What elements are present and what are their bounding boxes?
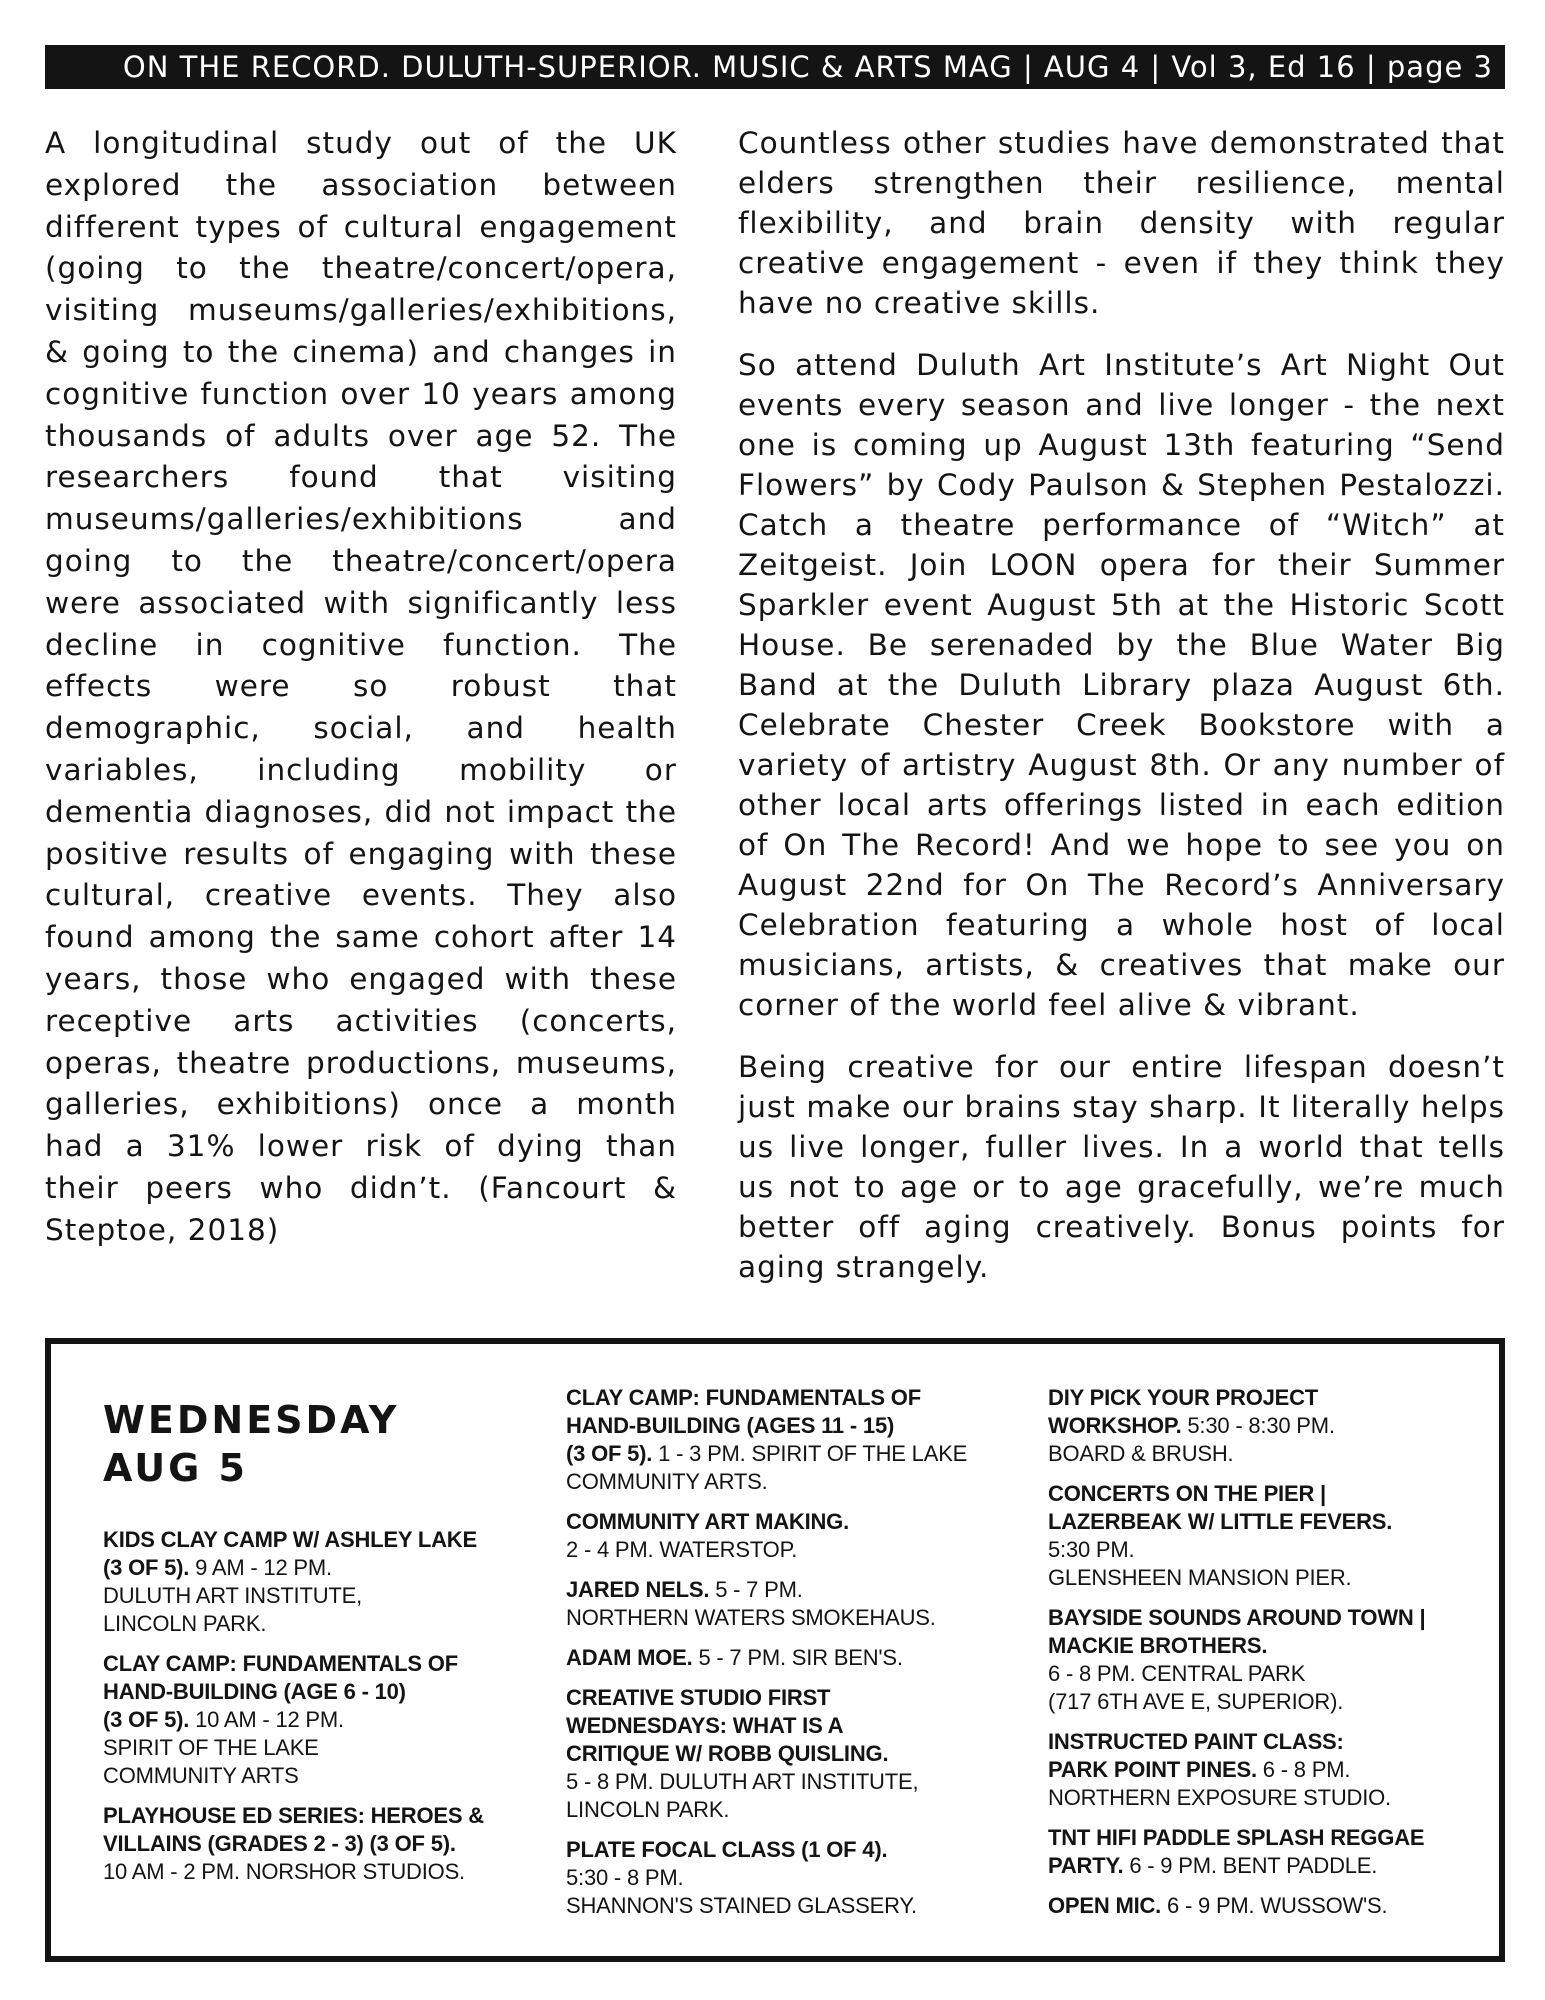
- event-detail: LINCOLN PARK.: [566, 1797, 730, 1822]
- event-name-line: [103, 1706, 533, 1734]
- event-listing: [1048, 1728, 1478, 1812]
- event-detail: 5:30 PM.: [1048, 1537, 1135, 1562]
- header-text: ON THE RECORD. DULUTH-SUPERIOR. MUSIC & ARTS MAG | AUG 4 | Vol 3, Ed 16 | page 3: [122, 50, 1493, 84]
- event-name: COMMUNITY ART MAKING.: [566, 1509, 850, 1534]
- event-name: CONCERTS ON THE PIER |: [1048, 1481, 1327, 1506]
- event-name: HAND-BUILDING (AGES 11 - 15): [566, 1413, 895, 1438]
- event-name: CREATIVE STUDIO FIRST: [566, 1685, 831, 1710]
- event-name: OPEN MIC.: [1048, 1893, 1162, 1918]
- event-name-line: [566, 1384, 1016, 1412]
- article-paragraph: Countless other studies have demonstrated that elders strengthen their resilience, mental flexibility, and brain density with regular creative engagement - even if they think they have no creative skills.: [738, 126, 1505, 320]
- event-detail: 2 - 4 PM. WATERSTOP.: [566, 1537, 798, 1562]
- event-time: 1 - 3 PM. SPIRIT OF THE LAKE: [652, 1441, 968, 1466]
- event-listing: [1048, 1892, 1478, 1920]
- event-name-line: [1048, 1728, 1478, 1756]
- event-name: PLATE FOCAL CLASS (1 OF 4).: [566, 1837, 888, 1862]
- event-name: PARK POINT PINES.: [1048, 1757, 1257, 1782]
- event-name: PLAYHOUSE ED SERIES: HEROES &: [103, 1803, 484, 1828]
- event-detail: SHANNON'S STAINED GLASSERY.: [566, 1893, 917, 1918]
- event-name: TNT HIFI PADDLE SPLASH REGGAE: [1048, 1825, 1425, 1850]
- event-name: CLAY CAMP: FUNDAMENTALS OF: [566, 1385, 921, 1410]
- event-name-line: [1048, 1632, 1478, 1660]
- event-name-line: [1048, 1508, 1478, 1536]
- event-name-line: [103, 1802, 533, 1830]
- day-date: AUG 5: [103, 1446, 248, 1490]
- event-listing: [1048, 1384, 1478, 1468]
- event-time: 6 - 9 PM. WUSSOW'S.: [1161, 1893, 1388, 1918]
- event-time: 9 AM - 12 PM.: [189, 1555, 332, 1580]
- event-listing: [566, 1836, 1016, 1920]
- event-name: (3 OF 5).: [103, 1555, 190, 1580]
- day-heading: [103, 1396, 399, 1492]
- event-time: 6 - 9 PM. BENT PADDLE.: [1123, 1853, 1378, 1878]
- article-right-column: [738, 123, 1505, 1309]
- event-name: VILLAINS (GRADES 2 - 3) (3 OF 5).: [103, 1831, 456, 1856]
- event-name: HAND-BUILDING (AGE 6 - 10): [103, 1679, 406, 1704]
- event-name: (3 OF 5).: [103, 1707, 190, 1732]
- event-name-line: [566, 1684, 1016, 1712]
- event-detail: LINCOLN PARK.: [103, 1611, 267, 1636]
- event-name: MACKIE BROTHERS.: [1048, 1633, 1268, 1658]
- event-name-line: [566, 1508, 1016, 1536]
- event-name-line: [103, 1650, 533, 1678]
- event-listing: [1048, 1604, 1478, 1716]
- event-listing: [1048, 1480, 1478, 1592]
- event-name-line: [566, 1576, 1016, 1604]
- day-name: WEDNESDAY: [103, 1398, 400, 1442]
- event-listing: [566, 1384, 1016, 1496]
- events-column-1: [103, 1526, 533, 1898]
- event-listing: [566, 1576, 1016, 1632]
- event-detail: (717 6TH AVE E, SUPERIOR).: [1048, 1689, 1344, 1714]
- event-listing: [103, 1650, 533, 1790]
- event-listing: [103, 1802, 533, 1886]
- event-detail: COMMUNITY ARTS: [103, 1763, 299, 1788]
- event-name-line: [1048, 1756, 1478, 1784]
- event-detail: 5:30 - 8 PM.: [566, 1865, 684, 1890]
- event-time: 5 - 7 PM. SIR BEN'S.: [692, 1645, 903, 1670]
- event-name: WORKSHOP.: [1048, 1413, 1182, 1438]
- event-name-line: [1048, 1824, 1478, 1852]
- event-name-line: [566, 1836, 1016, 1864]
- event-detail: BOARD & BRUSH.: [1048, 1441, 1234, 1466]
- event-name-line: [1048, 1892, 1478, 1920]
- event-name-line: [103, 1526, 533, 1554]
- event-name-line: [1048, 1412, 1478, 1440]
- event-name-line: [103, 1678, 533, 1706]
- event-name-line: [566, 1740, 1016, 1768]
- event-name: PARTY.: [1048, 1853, 1124, 1878]
- event-name-line: [566, 1412, 1016, 1440]
- event-time: 5 - 7 PM.: [709, 1577, 803, 1602]
- event-name-line: [566, 1644, 1016, 1672]
- event-name-line: [566, 1440, 1016, 1468]
- event-name: BAYSIDE SOUNDS AROUND TOWN |: [1048, 1605, 1426, 1630]
- article-paragraph: So attend Duluth Art Institute’s Art Night Out events every season and live longer - the next one is coming up August 13th featuring “Send Flowers” by Cody Paulson & Stephen Pestalozzi. Catch a theatre performance of “Witch” at Zeitgeist. Join LOON opera for their Summer Sparkler event August 5th at the Historic Scott House. Be serenaded by the Blue Water Big Band at the Duluth Library plaza August 6th. Celebrate Chester Creek Bookstore with a variety of artistry August 8th. Or any number of other local arts offerings listed in each edition of On The Record! And we hope to see you on August 22nd for On The Record’s Anniversary Celebration featuring a whole host of local musicians, artists, & creatives that make our corner of the world feel alive & vibrant.: [738, 348, 1505, 1022]
- event-listing: [1048, 1824, 1478, 1880]
- events-listing-box: [45, 1338, 1505, 1962]
- event-time: 5:30 - 8:30 PM.: [1181, 1413, 1335, 1438]
- event-detail: SPIRIT OF THE LAKE: [103, 1735, 319, 1760]
- event-detail: GLENSHEEN MANSION PIER.: [1048, 1565, 1352, 1590]
- event-listing: [566, 1684, 1016, 1824]
- event-name: WEDNESDAYS: WHAT IS A: [566, 1713, 844, 1738]
- event-detail: 10 AM - 2 PM. NORSHOR STUDIOS.: [103, 1859, 465, 1884]
- event-name: CRITIQUE W/ ROBB QUISLING.: [566, 1741, 889, 1766]
- event-detail: DULUTH ART INSTITUTE,: [103, 1583, 363, 1608]
- event-name-line: [1048, 1852, 1478, 1880]
- event-name: LAZERBEAK W/ LITTLE FEVERS.: [1048, 1509, 1393, 1534]
- event-detail: NORTHERN WATERS SMOKEHAUS.: [566, 1605, 936, 1630]
- event-name-line: [566, 1712, 1016, 1740]
- event-name: (3 OF 5).: [566, 1441, 653, 1466]
- event-detail: NORTHERN EXPOSURE STUDIO.: [1048, 1785, 1391, 1810]
- event-detail: COMMUNITY ARTS.: [566, 1469, 768, 1494]
- event-detail: 6 - 8 PM. CENTRAL PARK: [1048, 1661, 1306, 1686]
- page-header: [45, 45, 1505, 89]
- event-name-line: [1048, 1604, 1478, 1632]
- events-column-2: [566, 1384, 1016, 1932]
- events-column-3: [1048, 1384, 1478, 1932]
- article-paragraph: Being creative for our entire lifespan doesn’t just make our brains stay sharp. It literally helps us live longer, fuller lives. In a world that tells us not to age or to age gracefully, we’re much better off aging creatively. Bonus points for aging strangely.: [738, 1050, 1505, 1284]
- event-name-line: [103, 1830, 533, 1858]
- event-listing: [103, 1526, 533, 1638]
- article-paragraph: A longitudinal study out of the UK explored the association between different types of cultural engagement (going to the theatre/concert/opera, visiting museums/galleries/exhibitions, & going to the cinema) and changes in cognitive function over 10 years among thousands of adults over age 52. The researchers found that visiting museums/galleries/exhibitions and going to the theatre/concert/opera were associated with significantly less decline in cognitive function. The effects were so robust that demographic, social, and health variables, including mobility or dementia diagnoses, did not impact the positive results of engaging with these cultural, creative events. They also found among the same cohort after 14 years, those who engaged with these receptive arts activities (concerts, operas, theatre productions, museums, galleries, exhibitions) once a month had a 31% lower risk of dying than their peers who didn’t. (Fancourt & Steptoe, 2018): [45, 126, 677, 1247]
- event-name: JARED NELS.: [566, 1577, 710, 1602]
- event-name-line: [103, 1554, 533, 1582]
- event-listing: [566, 1644, 1016, 1672]
- event-name: CLAY CAMP: FUNDAMENTALS OF: [103, 1651, 458, 1676]
- event-listing: [566, 1508, 1016, 1564]
- event-name-line: [1048, 1384, 1478, 1412]
- event-time: 10 AM - 12 PM.: [189, 1707, 344, 1732]
- article-left-column: [45, 123, 677, 1252]
- event-name: INSTRUCTED PAINT CLASS:: [1048, 1729, 1344, 1754]
- event-time: 6 - 8 PM.: [1256, 1757, 1351, 1782]
- event-name-line: [1048, 1480, 1478, 1508]
- event-name: KIDS CLAY CAMP W/ ASHLEY LAKE: [103, 1527, 477, 1552]
- event-name: ADAM MOE.: [566, 1645, 693, 1670]
- event-detail: 5 - 8 PM. DULUTH ART INSTITUTE,: [566, 1769, 919, 1794]
- event-name: DIY PICK YOUR PROJECT: [1048, 1385, 1319, 1410]
